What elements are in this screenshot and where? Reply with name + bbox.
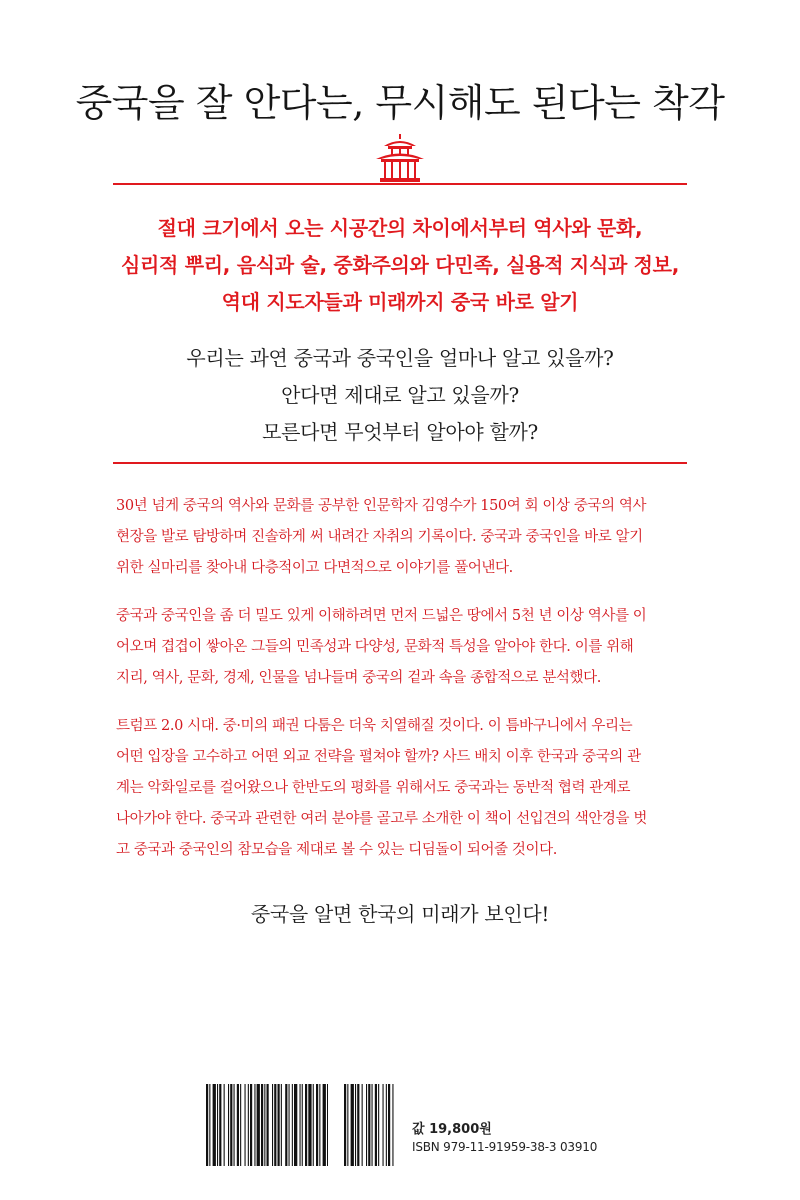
- middle-divider: [113, 462, 687, 464]
- cover-title: 중국을 잘 안다는, 무시해도 된다는 착각: [75, 81, 725, 125]
- headline-line: 심리적 뿌리, 음식과 술, 중화주의와 다민족, 실용적 지식과 정보,: [121, 253, 679, 277]
- question-line: 안다면 제대로 알고 있을까?: [281, 383, 519, 407]
- headline: [0, 210, 800, 321]
- body-line: 고 중국과 중국인의 참모습을 제대로 볼 수 있는 디딤돌이 되어줄 것이다.: [116, 842, 557, 858]
- closing-slogan: 중국을 알면 한국의 미래가 보인다!: [250, 902, 550, 926]
- isbn-label: ISBN 979-11-91959-38-3 03910: [412, 1140, 598, 1154]
- body-paragraph: [116, 601, 688, 694]
- chinese-pavilion-icon: [372, 134, 428, 184]
- body-paragraph: [116, 711, 688, 866]
- top-divider: [113, 183, 687, 185]
- price-label: 값 19,800원: [412, 1122, 492, 1137]
- body-line: 30년 넘게 중국의 역사와 문화를 공부한 인문학자 김영수가 150여 회 이상 중국의 역사: [116, 498, 647, 514]
- headline-line: 절대 크기에서 오는 시공간의 차이에서부터 역사와 문화,: [157, 216, 643, 240]
- question-line: 모른다면 무엇부터 알아야 할까?: [262, 420, 538, 444]
- body-line: 트럼프 2.0 시대. 중·미의 패권 다툼은 더욱 치열해질 것이다. 이 틈바구니에서 우리는: [116, 718, 633, 734]
- body-line: 지리, 역사, 문화, 경제, 인물을 넘나들며 중국의 겉과 속을 종합적으로 분석했다.: [116, 670, 601, 686]
- body-line: 어오며 겹겹이 쌓아온 그들의 민족성과 다양성, 문화적 특성을 알아야 한다. 이를 위해: [116, 639, 634, 655]
- body-line: 위한 실마리를 찾아내 다층적이고 다면적으로 이야기를 풀어낸다.: [116, 560, 513, 576]
- body-line: 현장을 발로 탐방하며 진솔하게 써 내려간 자취의 기록이다. 중국과 중국인을 바로 알기: [116, 529, 643, 545]
- body-line: 중국과 중국인을 좀 더 밀도 있게 이해하려면 먼저 드넓은 땅에서 5천 년 이상 역사를 이: [116, 608, 647, 624]
- question-block: [0, 340, 800, 451]
- question-line: 우리는 과연 중국과 중국인을 얼마나 알고 있을까?: [186, 346, 614, 370]
- body-paragraph: [116, 491, 688, 584]
- body-line: 어떤 입장을 고수하고 어떤 외교 전략을 펼쳐야 할까? 사드 배치 이후 한국과 중국의 관: [116, 749, 641, 765]
- headline-line: 역대 지도자들과 미래까지 중국 바로 알기: [221, 290, 579, 314]
- body-line: 계는 악화일로를 걸어왔으나 한반도의 평화를 위해서도 중국과는 동반적 협력 관계로: [116, 780, 631, 796]
- isbn-barcode: [200, 1080, 400, 1170]
- body-line: 나아가야 한다. 중국과 관련한 여러 분야를 골고루 소개한 이 책이 선입견의 색안경을 벗: [116, 811, 647, 827]
